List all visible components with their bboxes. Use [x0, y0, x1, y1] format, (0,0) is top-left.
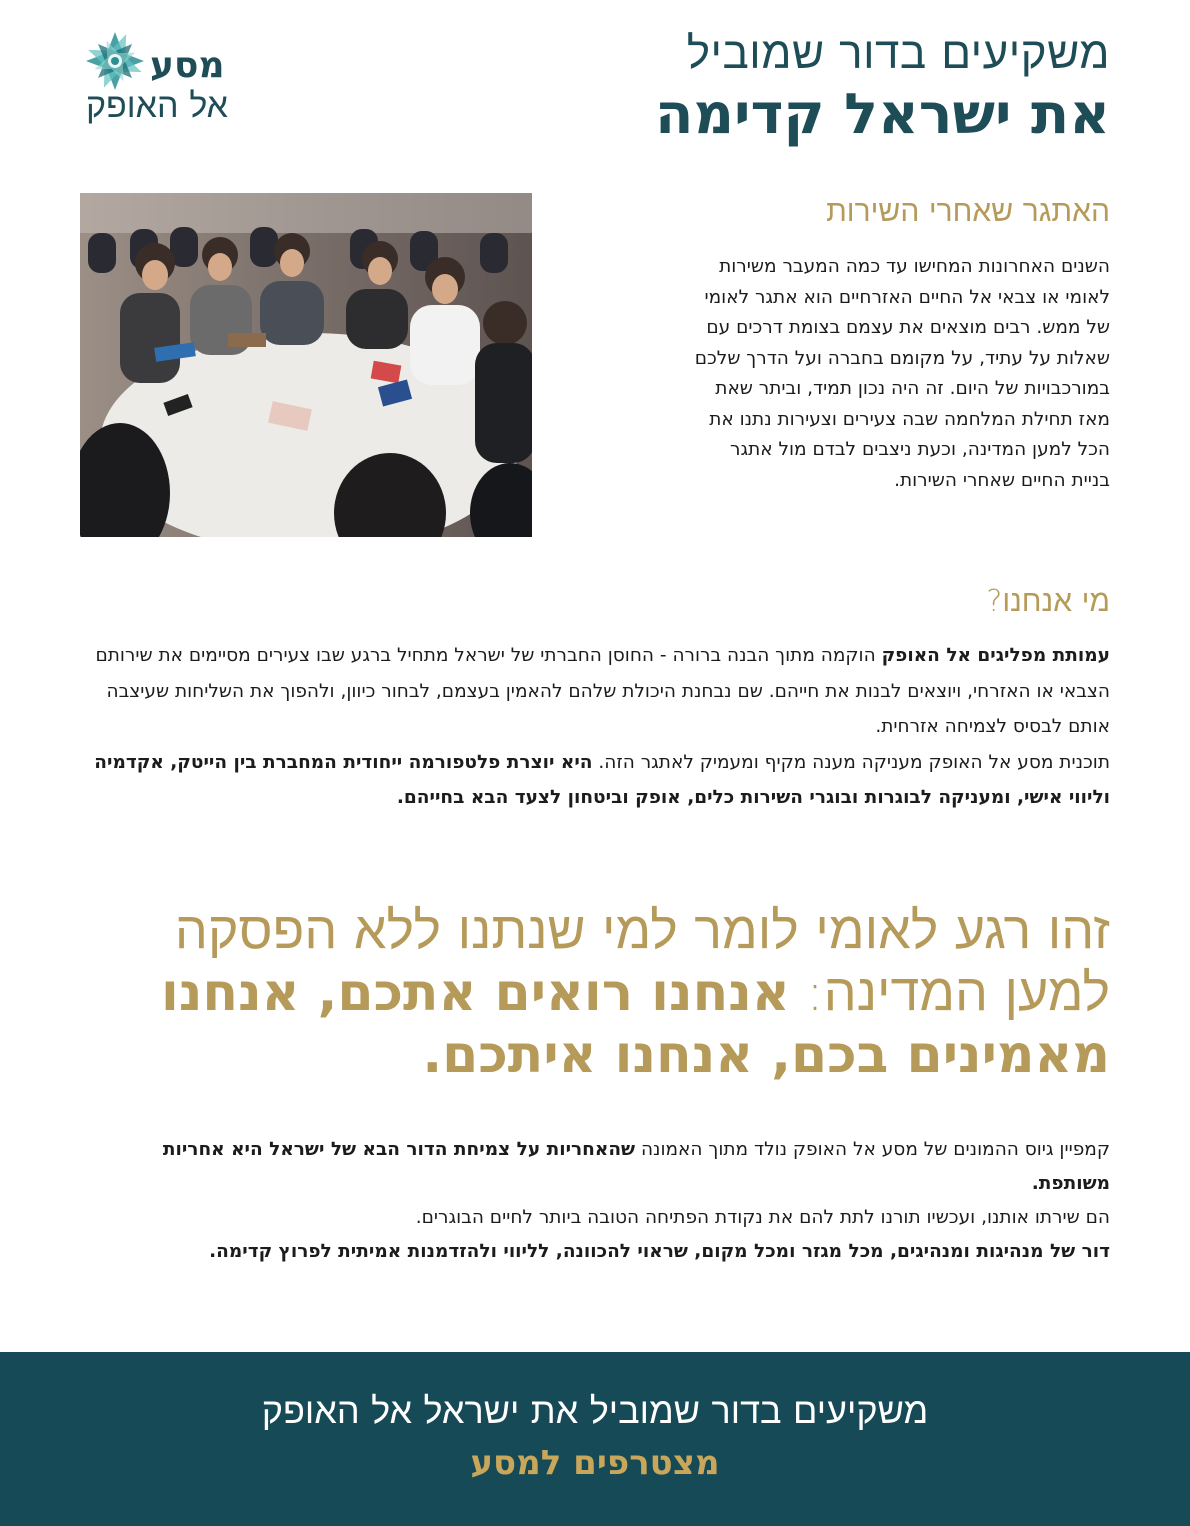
campaign-paragraph-3: [80, 1235, 1110, 1269]
page-title-line-1: משקיעים בדור שמוביל: [686, 28, 1110, 79]
footer-slogan: משקיעים בדור שמוביל את ישראל אל האופק: [261, 1391, 929, 1432]
campaign-body: [80, 1133, 1110, 1269]
page-title: [655, 26, 1110, 148]
who-paragraph-2: [80, 745, 1110, 816]
challenge-line: בניית החיים שאחרי השירות.: [894, 469, 1110, 491]
campaign-p1-text: קמפיין גיוס ההמונים של מסע אל האופק נולד מתוך האמונה: [635, 1139, 1110, 1160]
challenge-line: לאומי או צבאי אל החיים האזרחיים הוא אתגר לאומי: [704, 286, 1110, 308]
section-title-challenge: האתגר שאחרי השירות: [826, 194, 1110, 229]
who-p1-text: הוקמה מתוך הבנה ברורה - החוסן החברתי של ישראל מתחיל ברגע שבו צעירים מסיימים את שירותם הצבאי או האזרחי, ויוצאים לבנות את חייהם. שם נבחנת היכולת שלהם להאמין בעצמם, לבחור כיוון, ולהפוך את השליחות שעיצבה אותם לבסיס לצמיחה אזרחית.: [95, 645, 1110, 737]
challenge-line: של ממש. רבים מוצאים את עצמם בצומת דרכים עם: [706, 317, 1110, 338]
logo-brand-name: מסע: [150, 45, 225, 86]
campaign-paragraph-2: הם שירתו אותנו, ועכשיו תורנו לתת להם את נקודת הפתיחה הטובה ביותר לחיים הבוגרים.: [415, 1207, 1110, 1228]
challenge-body: [590, 252, 1110, 496]
photo-group-discussion: [80, 193, 532, 537]
footer-banner: [0, 1352, 1190, 1526]
challenge-line: השנים האחרונות המחישו עד כמה המעבר משירות: [719, 256, 1110, 277]
challenge-line: מאז תחילת המלחמה שבה צעירים וצעירות נתנו את: [709, 408, 1110, 430]
challenge-line: שאלות על עתיד, על מקומם בחברה ועל הדרך שלכם: [694, 347, 1110, 369]
challenge-line: במורכבויות של היום. זה היה נכון תמיד, וביתר שאת: [715, 378, 1110, 399]
challenge-line: הכל למען המדינה, וכעת ניצבים לבדם מול אתגר: [730, 439, 1110, 460]
quote-bold: אנחנו רואים אתכם, אנחנו מאמינים בכם, אנחנו איתכם.: [160, 963, 1110, 1085]
logo-tagline: אל האופק: [86, 86, 229, 126]
who-p2-text: תוכנית מסע אל האופק מעניקה מענה מקיף ומעמיק לאתגר הזה.: [592, 751, 1110, 773]
campaign-paragraph-1: [80, 1133, 1110, 1201]
who-paragraph-1: [80, 638, 1110, 745]
photo-group-discussion-icon: [80, 193, 532, 537]
page-title-line-2: את ישראל קדימה: [655, 82, 1110, 147]
org-name: עמותת מפליגים אל האופק: [881, 645, 1110, 666]
join-cta-link[interactable]: מצטרפים למסע: [470, 1443, 720, 1483]
highlight-quote: [75, 900, 1110, 1086]
who-p2-bold: היא יוצרת פלטפורמה ייחודית המחברת בין הייטק, אקדמיה וליווי אישי, ומעניקה לבוגרות ובוגרי השירות כלים, אופק וביטחון לצעד הבא בחייהם.: [94, 751, 1110, 808]
who-body: [80, 638, 1110, 816]
campaign-p3-bold: דור של מנהיגות ומנהיגים, מכל מגזר ומכל מקום, שראוי להכוונה, לליווי ולהזדמנות אמיתית לפרוץ קדימה.: [209, 1241, 1110, 1262]
geometric-star-logo-icon: [84, 30, 146, 92]
section-title-who: מי אנחנו?: [986, 584, 1110, 619]
logo: [84, 30, 234, 130]
quote-light: זהו רגע לאומי לומר למי שנתנו ללא הפסקה למען המדינה:: [174, 901, 1110, 1023]
campaign-p1-bold: שהאחריות על צמיחת הדור הבא של ישראל היא אחריות משותפת.: [162, 1139, 1110, 1194]
